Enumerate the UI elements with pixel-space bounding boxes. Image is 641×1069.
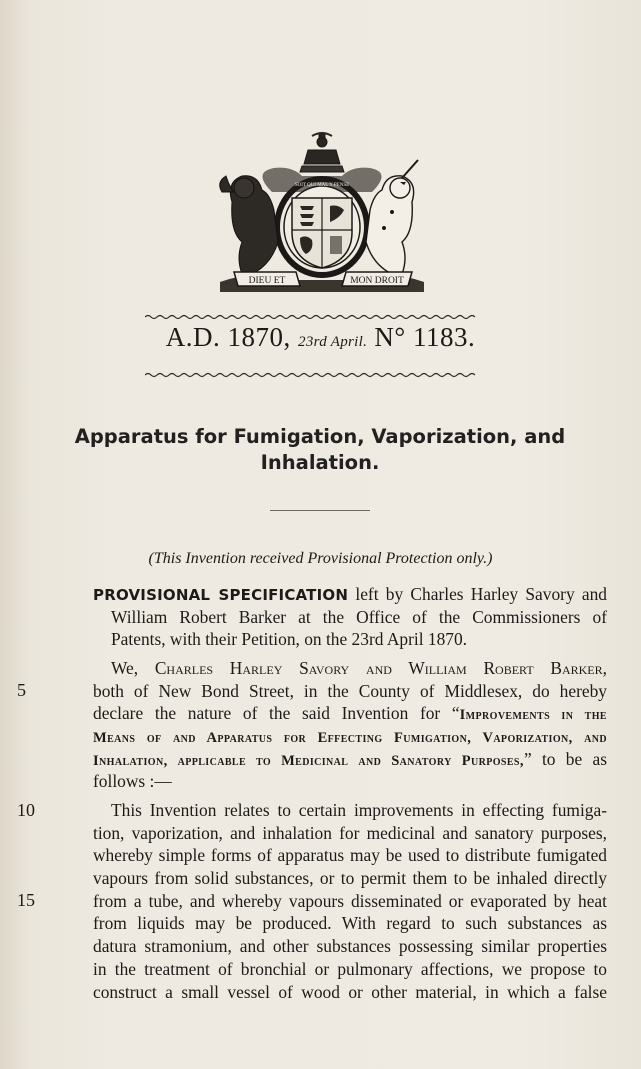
heading-year: A.D. 1870, <box>165 322 291 352</box>
patent-heading <box>0 322 641 353</box>
para1-title-part-1: Improvements in the <box>459 707 607 724</box>
para2-line-4: vapours from solid substances, or to permit them to be inhaled directly <box>93 868 607 889</box>
motto-right-text: MON DROIT <box>350 276 404 286</box>
provisional-specification <box>93 583 607 651</box>
line-number-5: 5 <box>17 680 26 700</box>
declaration-paragraph <box>93 657 607 793</box>
para1-line-2: both of New Bond Street, in the County of Middlesex, do hereby <box>93 680 607 701</box>
title-divider <box>270 510 370 511</box>
para2-line-2: tion, vaporization, and inhalation for medicinal and sanatory purposes, <box>93 822 607 843</box>
para2-line-7: datura stramonium, and other substances possessing similar properties <box>93 936 607 957</box>
para1-line-5-end: ” to be as <box>523 748 607 769</box>
para2-line-8: in the treatment of bronchial or pulmonary affections, we propose to <box>93 958 607 979</box>
royal-coat-of-arms <box>212 132 432 304</box>
para2-line-3: whereby simple forms of apparatus may be used to distribute fumigated <box>93 845 607 866</box>
provisional-line-1: left by Charles Harley Savory and <box>348 584 607 604</box>
applicant-names: Charles Harley Savory and William Robert Barker, <box>154 658 607 678</box>
title-line-2: Inhalation. <box>260 451 380 474</box>
para1-we: We, <box>111 658 155 678</box>
garter-text: SOIT QUI MAL Y PENSE <box>294 183 350 188</box>
title-line-1: Apparatus for Fumigation, Vaporization, and <box>74 425 566 448</box>
protection-note: (This Invention received Provisional Protection only.) <box>148 550 493 567</box>
motto-left-text: DIEU ET <box>248 276 286 286</box>
invention-title <box>60 424 580 476</box>
para2-line-9: construct a small vessel of wood or other material, in which a false <box>93 981 607 1002</box>
heading-number: N° 1183. <box>374 322 476 352</box>
para1-line-6: follows :— <box>93 771 172 792</box>
decorative-rule-bottom <box>145 372 498 378</box>
decorative-rule-top <box>145 314 498 320</box>
para2-line-5: from a tube, and whereby vapours disseminated or evaporated by heat <box>93 890 607 911</box>
para1-title-part-3: Inhalation, applicable to Medicinal and Sanatory Purposes, <box>93 752 524 769</box>
para1-line-3: declare the nature of the said Invention for “ <box>93 703 460 724</box>
para2-line-1: This Invention relates to certain improvements in effecting fumiga- <box>111 800 607 820</box>
para2-line-6: from liquids may be produced. With regard to such substances as <box>93 913 607 934</box>
line-number-10: 10 <box>17 800 35 820</box>
provisional-line-2: William Robert Barker at the Office of the Commissioners of <box>111 606 607 627</box>
heading-date: 23rd April. <box>298 334 368 350</box>
para1-title-part-2: Means of and Apparatus for Effecting Fumigation, Vaporization, and <box>93 730 607 747</box>
description-paragraph <box>93 799 607 1003</box>
line-number-15: 15 <box>17 890 35 910</box>
provisional-lead: PROVISIONAL SPECIFICATION <box>93 586 349 604</box>
provisional-line-3: Patents, with their Petition, on the 23rd April 1870. <box>111 629 467 650</box>
